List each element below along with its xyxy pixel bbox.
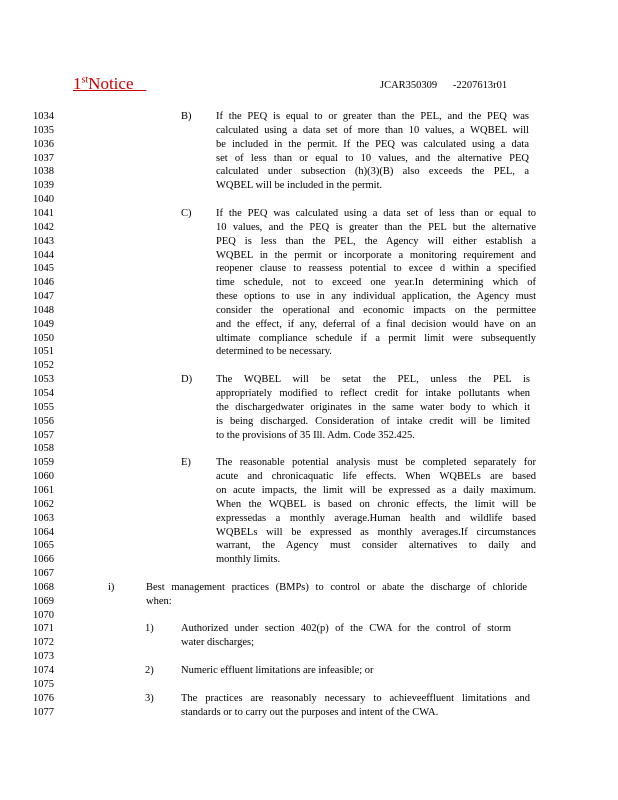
item-text-line: appropriately modified to reflect credit for intake pollutants when [216,388,530,399]
notice-superscript: st [81,74,89,86]
line-number: 1035 [33,124,54,136]
line-number: 1052 [33,360,54,372]
line-number: 1051 [33,346,54,358]
item-text-line: determined to be necessary. [216,346,332,358]
item-text-line: reopener clause to reassess potential to excee d within a specified [216,263,536,275]
item-label: 3) [145,692,154,704]
line-number: 1076 [33,692,54,704]
item-text-line: ultimate compliance schedule if a permit limit were subsequently [216,332,536,344]
line-number: 1062 [33,498,54,510]
item-text-line: Best management practices (BMPs) to control or abate the discharge of chloride [146,581,527,593]
item-text-line: be included in the permit. If the PEQ was calculated using a data [216,138,529,150]
line-number: 1073 [33,651,54,663]
line-number: 1072 [33,637,54,649]
item-text-line: to the provisions of 35 Ill. Adm. Code 352.425. [216,429,415,441]
item-text-line: Authorized under section 402(p) of the CWA for the control of storm [181,623,511,635]
item-text-line: calculated using a data set of more than 10 values, a WQBEL will [216,124,529,136]
line-number: 1071 [33,623,54,635]
line-number: 1058 [33,443,54,455]
item-text-line: When the WQBEL is based on chronic effects, the limit will be [216,498,536,510]
item-text-line: warrant, the Agency must consider alternatives to daily and [216,540,536,552]
item-text-line: The practices are reasonably necessary to achieveeffluent limitations and [181,692,530,704]
item-label: E) [181,457,191,469]
line-number: 1067 [33,568,54,580]
item-text-line: consider the operational and economic impacts on the permittee [216,304,536,316]
item-text-line: If the PEQ is equal to or greater than the PEL, and the PEQ was [216,111,529,122]
item-text-line: set of less than or equal to 10 values, and the alternative PEQ [216,152,529,164]
item-text-line: Numeric effluent limitations are infeasible; or [181,665,374,676]
item-text-line: If the PEQ was calculated using a data set of less than or equal to [216,207,536,219]
item-text-line: on acute impacts, the limit will be expressed as a daily maximum. [216,484,536,496]
line-number: 1053 [33,374,54,386]
document-reference: JCAR350309 -2207613r01 [380,80,508,91]
item-text-line: time schedule, not to exceed one year.In determining which of [216,277,536,289]
line-number: 1074 [33,665,54,676]
line-number: 1048 [33,304,54,316]
line-number: 1061 [33,484,54,496]
line-number: 1066 [33,554,54,566]
item-text-line: and the effect, if any, deferral of a final decision would have on an [216,318,536,330]
item-text-line: is being discharged. Consideration of intake credit will be limited [216,415,530,427]
line-number: 1057 [33,429,54,441]
item-text-line: PEQ is less than the PEL, the Agency will either establish a [216,235,536,247]
item-label: 2) [145,665,154,676]
line-number: 1077 [33,706,54,718]
line-number: 1056 [33,415,54,427]
item-text-line: water discharges; [181,637,254,649]
line-number: 1041 [33,207,54,219]
item-text-line: expressedas a monthly average.Human health and wildlife based [216,512,536,524]
item-label: B) [181,111,192,122]
item-text-line: The reasonable potential analysis must be completed separately for [216,457,536,469]
line-number: 1060 [33,471,54,483]
line-number: 1064 [33,526,54,538]
line-number: 1038 [33,166,54,178]
item-label: i) [108,581,115,593]
line-number: 1037 [33,152,54,164]
line-number: 1039 [33,180,54,192]
line-number: 1075 [33,678,54,690]
item-text-line: acute and chronicaquatic life effects. When WQBELs are based [216,471,536,483]
notice-heading [73,74,146,94]
item-text-line: calculated under subsection (h)(3)(B) also exceeds the PEL, a [216,166,529,178]
line-number: 1049 [33,318,54,330]
item-text-line: the dischargedwater originates in the same water body to which it [216,401,530,413]
item-text-line: monthly limits. [216,554,281,566]
line-number: 1063 [33,512,54,524]
item-text-line: The WQBEL will be setat the PEL, unless the PEL is [216,374,530,386]
item-label: D) [181,374,193,386]
line-number: 1045 [33,263,54,275]
line-number: 1070 [33,609,54,621]
line-number: 1046 [33,277,54,289]
line-number: 1036 [33,138,54,150]
line-number: 1065 [33,540,54,552]
item-label: C) [181,207,192,219]
line-number: 1042 [33,221,54,233]
line-number: 1040 [33,194,54,206]
line-number: 1050 [33,332,54,344]
line-number: 1034 [33,111,54,122]
item-text-line: these options to use in any individual application, the Agency must [216,291,536,303]
item-label: 1) [145,623,154,635]
line-number: 1054 [33,388,54,399]
item-text-line: standards or to carry out the purposes and intent of the CWA. [181,706,439,718]
line-number: 1043 [33,235,54,247]
line-number: 1068 [33,581,54,593]
line-number: 1047 [33,291,54,303]
item-text-line: WQBEL in the permit or incorporate a monitoring requirement and [216,249,536,261]
line-number: 1069 [33,595,54,607]
item-text-line: 10 values, and the PEQ is greater than the PEL but the alternative [216,221,536,233]
line-number: 1059 [33,457,54,469]
notice-number: 1 [73,74,82,93]
item-text-line: WQBELs will be expressed as monthly averages.If circumstances [216,526,536,538]
line-number: 1055 [33,401,54,413]
notice-text: Notice [88,74,134,93]
line-number: 1044 [33,249,54,261]
item-text-line: when: [146,595,172,607]
item-text-line: WQBEL will be included in the permit. [216,180,383,192]
